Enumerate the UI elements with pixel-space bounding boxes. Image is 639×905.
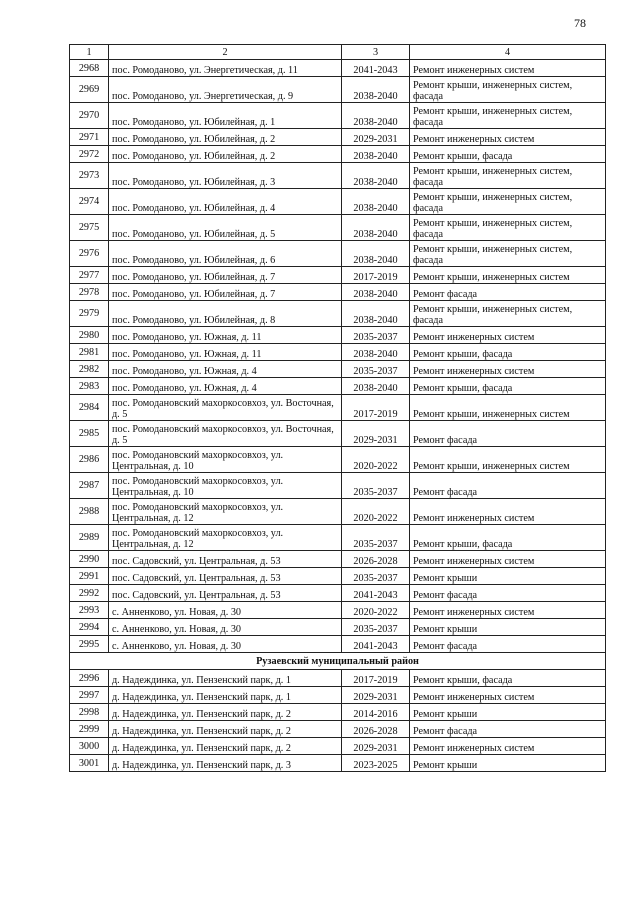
table-row bbox=[70, 103, 606, 129]
table-row bbox=[70, 421, 606, 447]
period-cell: 2038-2040 bbox=[342, 163, 410, 189]
address-cell: пос. Садовский, ул. Центральная, д. 53 bbox=[109, 585, 342, 602]
work-type-cell: Ремонт крыши bbox=[410, 704, 606, 721]
period-cell: 2014-2016 bbox=[342, 704, 410, 721]
work-type-cell: Ремонт фасада bbox=[410, 636, 606, 653]
table-row bbox=[70, 473, 606, 499]
row-number: 2974 bbox=[70, 189, 109, 215]
table-row bbox=[70, 344, 606, 361]
work-type-cell: Ремонт крыши, инженерных систем bbox=[410, 395, 606, 421]
period-cell: 2038-2040 bbox=[342, 103, 410, 129]
table-row bbox=[70, 499, 606, 525]
period-cell: 2017-2019 bbox=[342, 267, 410, 284]
column-header: 2 bbox=[109, 45, 342, 60]
work-type-cell: Ремонт инженерных систем bbox=[410, 499, 606, 525]
address-cell: пос. Садовский, ул. Центральная, д. 53 bbox=[109, 551, 342, 568]
table-row bbox=[70, 704, 606, 721]
period-cell: 2035-2037 bbox=[342, 568, 410, 585]
work-type-cell: Ремонт фасада bbox=[410, 585, 606, 602]
work-type-cell: Ремонт крыши, инженерных систем bbox=[410, 267, 606, 284]
row-number: 2986 bbox=[70, 447, 109, 473]
period-cell: 2035-2037 bbox=[342, 327, 410, 344]
work-type-cell: Ремонт инженерных систем bbox=[410, 687, 606, 704]
row-number: 2983 bbox=[70, 378, 109, 395]
work-type-cell: Ремонт инженерных систем bbox=[410, 60, 606, 77]
work-type-cell: Ремонт инженерных систем bbox=[410, 327, 606, 344]
period-cell: 2038-2040 bbox=[342, 301, 410, 327]
address-cell: пос. Ромоданово, ул. Юбилейная, д. 3 bbox=[109, 163, 342, 189]
row-number: 3001 bbox=[70, 755, 109, 772]
row-number: 2993 bbox=[70, 602, 109, 619]
period-cell: 2020-2022 bbox=[342, 499, 410, 525]
work-type-cell: Ремонт крыши, фасада bbox=[410, 670, 606, 687]
work-type-cell: Ремонт крыши, фасада bbox=[410, 344, 606, 361]
address-cell: пос. Ромоданово, ул. Энергетическая, д. 9 bbox=[109, 77, 342, 103]
table-row bbox=[70, 361, 606, 378]
row-number: 2990 bbox=[70, 551, 109, 568]
table-row bbox=[70, 568, 606, 585]
table-row bbox=[70, 378, 606, 395]
repair-schedule-table bbox=[69, 44, 606, 772]
row-number: 2981 bbox=[70, 344, 109, 361]
address-cell: пос. Ромоданово, ул. Юбилейная, д. 8 bbox=[109, 301, 342, 327]
period-cell: 2020-2022 bbox=[342, 447, 410, 473]
address-cell: пос. Ромодановский махоркосовхоз, ул. Центральная, д. 10 bbox=[109, 473, 342, 499]
work-type-cell: Ремонт крыши bbox=[410, 619, 606, 636]
address-cell: пос. Ромодановский махоркосовхоз, ул. Восточная, д. 5 bbox=[109, 421, 342, 447]
address-cell: пос. Ромоданово, ул. Южная, д. 11 bbox=[109, 327, 342, 344]
row-number: 2998 bbox=[70, 704, 109, 721]
work-type-cell: Ремонт крыши bbox=[410, 755, 606, 772]
row-number: 2991 bbox=[70, 568, 109, 585]
work-type-cell: Ремонт крыши, инженерных систем, фасада bbox=[410, 103, 606, 129]
row-number: 2978 bbox=[70, 284, 109, 301]
table-row bbox=[70, 636, 606, 653]
row-number: 3000 bbox=[70, 738, 109, 755]
table-row bbox=[70, 215, 606, 241]
period-cell: 2029-2031 bbox=[342, 421, 410, 447]
table-row bbox=[70, 670, 606, 687]
section-title: Рузаевский муниципальный район bbox=[70, 653, 606, 670]
table-row bbox=[70, 525, 606, 551]
address-cell: д. Надеждинка, ул. Пензенский парк, д. 1 bbox=[109, 670, 342, 687]
address-cell: с. Анненково, ул. Новая, д. 30 bbox=[109, 619, 342, 636]
period-cell: 2017-2019 bbox=[342, 670, 410, 687]
period-cell: 2041-2043 bbox=[342, 60, 410, 77]
period-cell: 2041-2043 bbox=[342, 636, 410, 653]
period-cell: 2038-2040 bbox=[342, 189, 410, 215]
work-type-cell: Ремонт фасада bbox=[410, 284, 606, 301]
period-cell: 2035-2037 bbox=[342, 361, 410, 378]
address-cell: пос. Ромоданово, ул. Южная, д. 11 bbox=[109, 344, 342, 361]
work-type-cell: Ремонт крыши, инженерных систем, фасада bbox=[410, 301, 606, 327]
column-header: 1 bbox=[70, 45, 109, 60]
work-type-cell: Ремонт крыши, инженерных систем, фасада bbox=[410, 215, 606, 241]
period-cell: 2023-2025 bbox=[342, 755, 410, 772]
work-type-cell: Ремонт крыши, фасада bbox=[410, 525, 606, 551]
work-type-cell: Ремонт крыши bbox=[410, 568, 606, 585]
table-row bbox=[70, 755, 606, 772]
address-cell: пос. Ромодановский махоркосовхоз, ул. Восточная, д. 5 bbox=[109, 395, 342, 421]
row-number: 2992 bbox=[70, 585, 109, 602]
work-type-cell: Ремонт крыши, инженерных систем, фасада bbox=[410, 189, 606, 215]
address-cell: пос. Ромоданово, ул. Южная, д. 4 bbox=[109, 378, 342, 395]
period-cell: 2029-2031 bbox=[342, 129, 410, 146]
row-number: 2973 bbox=[70, 163, 109, 189]
row-number: 2996 bbox=[70, 670, 109, 687]
address-cell: д. Надеждинка, ул. Пензенский парк, д. 2 bbox=[109, 704, 342, 721]
table-row bbox=[70, 738, 606, 755]
work-type-cell: Ремонт фасада bbox=[410, 421, 606, 447]
table-row bbox=[70, 551, 606, 568]
row-number: 2980 bbox=[70, 327, 109, 344]
table-row bbox=[70, 619, 606, 636]
page-number: 78 bbox=[574, 16, 586, 30]
address-cell: д. Надеждинка, ул. Пензенский парк, д. 1 bbox=[109, 687, 342, 704]
table-row bbox=[70, 721, 606, 738]
row-number: 2979 bbox=[70, 301, 109, 327]
address-cell: пос. Ромодановский махоркосовхоз, ул. Центральная, д. 12 bbox=[109, 499, 342, 525]
table-row bbox=[70, 189, 606, 215]
work-type-cell: Ремонт крыши, инженерных систем, фасада bbox=[410, 241, 606, 267]
table-row bbox=[70, 395, 606, 421]
column-header: 4 bbox=[410, 45, 606, 60]
row-number: 2976 bbox=[70, 241, 109, 267]
address-cell: пос. Ромоданово, ул. Юбилейная, д. 6 bbox=[109, 241, 342, 267]
table-row bbox=[70, 146, 606, 163]
address-cell: пос. Ромоданово, ул. Энергетическая, д. 11 bbox=[109, 60, 342, 77]
work-type-cell: Ремонт инженерных систем bbox=[410, 602, 606, 619]
work-type-cell: Ремонт инженерных систем bbox=[410, 129, 606, 146]
row-number: 2989 bbox=[70, 525, 109, 551]
address-cell: пос. Ромодановский махоркосовхоз, ул. Центральная, д. 10 bbox=[109, 447, 342, 473]
row-number: 2994 bbox=[70, 619, 109, 636]
row-number: 2970 bbox=[70, 103, 109, 129]
row-number: 2975 bbox=[70, 215, 109, 241]
row-number: 2969 bbox=[70, 77, 109, 103]
table-row bbox=[70, 60, 606, 77]
row-number: 2985 bbox=[70, 421, 109, 447]
address-cell: пос. Ромоданово, ул. Юбилейная, д. 2 bbox=[109, 129, 342, 146]
work-type-cell: Ремонт крыши, фасада bbox=[410, 146, 606, 163]
period-cell: 2038-2040 bbox=[342, 215, 410, 241]
row-number: 2977 bbox=[70, 267, 109, 284]
row-number: 2972 bbox=[70, 146, 109, 163]
table-row bbox=[70, 163, 606, 189]
address-cell: пос. Ромоданово, ул. Юбилейная, д. 2 bbox=[109, 146, 342, 163]
row-number: 2971 bbox=[70, 129, 109, 146]
period-cell: 2038-2040 bbox=[342, 378, 410, 395]
work-type-cell: Ремонт инженерных систем bbox=[410, 551, 606, 568]
period-cell: 2017-2019 bbox=[342, 395, 410, 421]
section-heading-row bbox=[70, 653, 606, 670]
work-type-cell: Ремонт крыши, инженерных систем, фасада bbox=[410, 163, 606, 189]
address-cell: с. Анненково, ул. Новая, д. 30 bbox=[109, 636, 342, 653]
table-row bbox=[70, 602, 606, 619]
table-row bbox=[70, 687, 606, 704]
table-row bbox=[70, 284, 606, 301]
table-row bbox=[70, 129, 606, 146]
address-cell: пос. Ромодановский махоркосовхоз, ул. Центральная, д. 12 bbox=[109, 525, 342, 551]
period-cell: 2035-2037 bbox=[342, 525, 410, 551]
row-number: 2999 bbox=[70, 721, 109, 738]
period-cell: 2020-2022 bbox=[342, 602, 410, 619]
period-cell: 2038-2040 bbox=[342, 241, 410, 267]
column-header: 3 bbox=[342, 45, 410, 60]
table-header-row bbox=[70, 45, 606, 60]
address-cell: д. Надеждинка, ул. Пензенский парк, д. 2 bbox=[109, 738, 342, 755]
table-row bbox=[70, 301, 606, 327]
period-cell: 2029-2031 bbox=[342, 687, 410, 704]
table-row bbox=[70, 585, 606, 602]
period-cell: 2035-2037 bbox=[342, 619, 410, 636]
period-cell: 2038-2040 bbox=[342, 146, 410, 163]
table-row bbox=[70, 241, 606, 267]
table-row bbox=[70, 267, 606, 284]
period-cell: 2029-2031 bbox=[342, 738, 410, 755]
period-cell: 2038-2040 bbox=[342, 344, 410, 361]
address-cell: д. Надеждинка, ул. Пензенский парк, д. 3 bbox=[109, 755, 342, 772]
period-cell: 2026-2028 bbox=[342, 551, 410, 568]
period-cell: 2026-2028 bbox=[342, 721, 410, 738]
row-number: 2995 bbox=[70, 636, 109, 653]
address-cell: пос. Ромоданово, ул. Юбилейная, д. 1 bbox=[109, 103, 342, 129]
table-row bbox=[70, 77, 606, 103]
period-cell: 2041-2043 bbox=[342, 585, 410, 602]
work-type-cell: Ремонт инженерных систем bbox=[410, 361, 606, 378]
work-type-cell: Ремонт крыши, инженерных систем bbox=[410, 447, 606, 473]
work-type-cell: Ремонт крыши, фасада bbox=[410, 378, 606, 395]
row-number: 2984 bbox=[70, 395, 109, 421]
row-number: 2997 bbox=[70, 687, 109, 704]
address-cell: с. Анненково, ул. Новая, д. 30 bbox=[109, 602, 342, 619]
row-number: 2982 bbox=[70, 361, 109, 378]
table-row bbox=[70, 447, 606, 473]
address-cell: д. Надеждинка, ул. Пензенский парк, д. 2 bbox=[109, 721, 342, 738]
work-type-cell: Ремонт инженерных систем bbox=[410, 738, 606, 755]
address-cell: пос. Ромоданово, ул. Южная, д. 4 bbox=[109, 361, 342, 378]
work-type-cell: Ремонт крыши, инженерных систем, фасада bbox=[410, 77, 606, 103]
address-cell: пос. Ромоданово, ул. Юбилейная, д. 7 bbox=[109, 284, 342, 301]
row-number: 2968 bbox=[70, 60, 109, 77]
table-row bbox=[70, 327, 606, 344]
work-type-cell: Ремонт фасада bbox=[410, 473, 606, 499]
period-cell: 2038-2040 bbox=[342, 284, 410, 301]
period-cell: 2038-2040 bbox=[342, 77, 410, 103]
period-cell: 2035-2037 bbox=[342, 473, 410, 499]
work-type-cell: Ремонт фасада bbox=[410, 721, 606, 738]
address-cell: пос. Ромоданово, ул. Юбилейная, д. 5 bbox=[109, 215, 342, 241]
address-cell: пос. Садовский, ул. Центральная, д. 53 bbox=[109, 568, 342, 585]
address-cell: пос. Ромоданово, ул. Юбилейная, д. 7 bbox=[109, 267, 342, 284]
address-cell: пос. Ромоданово, ул. Юбилейная, д. 4 bbox=[109, 189, 342, 215]
row-number: 2987 bbox=[70, 473, 109, 499]
row-number: 2988 bbox=[70, 499, 109, 525]
